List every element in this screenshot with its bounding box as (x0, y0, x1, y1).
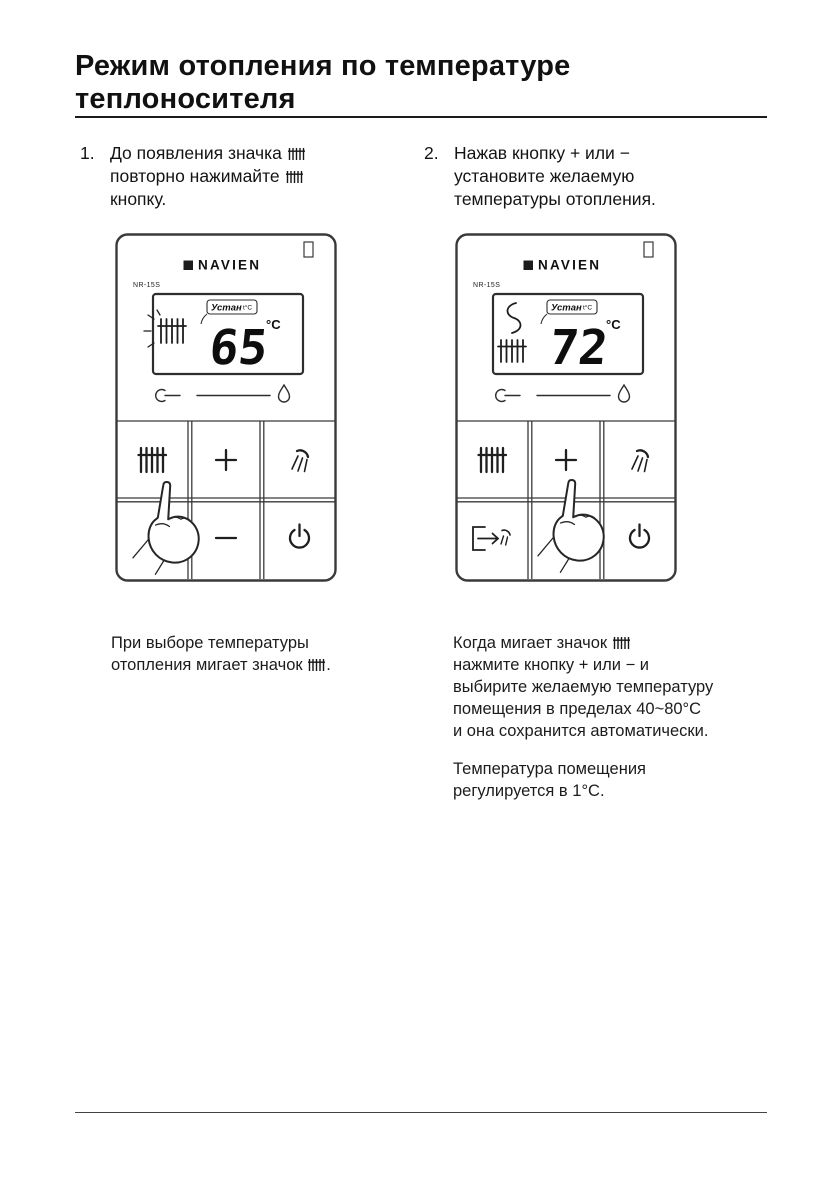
radiator-icon (288, 147, 305, 161)
step-2-text-b: установите желаемую (454, 166, 635, 187)
svg-text:72: 72 (546, 320, 611, 377)
svg-text:NAVIEN: NAVIEN (198, 257, 262, 273)
step-1-text-b: повторно нажимайте (110, 166, 280, 187)
title-divider (75, 116, 767, 118)
svg-text:65: 65 (206, 320, 271, 377)
svg-text:t°C: t°C (243, 304, 253, 312)
temperature-readout (547, 320, 611, 376)
caption-line: нажмите кнопку + или − и (453, 656, 650, 675)
caption-line: отопления мигает значок (111, 656, 303, 675)
model-label: NR-15S (133, 282, 161, 290)
temperature-readout (207, 320, 271, 376)
temperature-unit: °C (266, 317, 281, 333)
step-1-instruction (80, 142, 415, 211)
thermostat-device-2 (453, 231, 681, 606)
page-title (75, 50, 767, 116)
device-notch (644, 242, 653, 257)
svg-text:NAVIEN: NAVIEN (538, 257, 602, 273)
caption-line: помещения в пределах 40~80°C (453, 700, 702, 719)
step-2-instruction (424, 142, 774, 211)
device-notch (304, 242, 313, 257)
thermostat-illustration-2 (453, 231, 774, 611)
caption-line: Когда мигает значок (453, 634, 608, 653)
caption-line: При выборе температуры (111, 634, 309, 653)
radiator-icon (613, 636, 630, 650)
svg-text:Устан: Устан (211, 302, 242, 314)
temperature-unit: °C (606, 317, 621, 333)
title-line-2: теплоносителя (75, 83, 296, 116)
note-line: Температура помещения (453, 759, 646, 778)
caption-line: выбирите желаемую температуру (453, 678, 714, 697)
step-1-section (80, 142, 415, 677)
step-1-caption (111, 633, 415, 677)
thermostat-device-1 (113, 231, 341, 606)
step-2-section (424, 142, 774, 803)
step-2-text-a: Нажав кнопку + или − (454, 143, 630, 163)
caption-period: . (326, 656, 331, 675)
note-line: регулируется в 1°C. (453, 781, 605, 800)
step-1-text-c: кнопку. (110, 189, 167, 210)
caption-line: и она сохранится автоматически. (453, 722, 709, 741)
step-1-number: 1. (80, 143, 95, 163)
thermostat-illustration-1 (113, 231, 415, 611)
svg-text:Устан: Устан (551, 302, 582, 314)
step-2-caption (453, 633, 774, 803)
footer-divider (75, 1112, 767, 1113)
svg-text:t°C: t°C (583, 304, 593, 312)
step-1-text-a: До появления значка (110, 143, 282, 163)
radiator-icon (286, 170, 303, 184)
step-2-text-c: температуры отопления. (454, 189, 656, 210)
radiator-icon (308, 658, 325, 672)
model-label: NR-15S (473, 282, 501, 290)
step-2-number: 2. (424, 143, 439, 163)
title-line-1: Режим отопления по температуре (75, 50, 571, 82)
